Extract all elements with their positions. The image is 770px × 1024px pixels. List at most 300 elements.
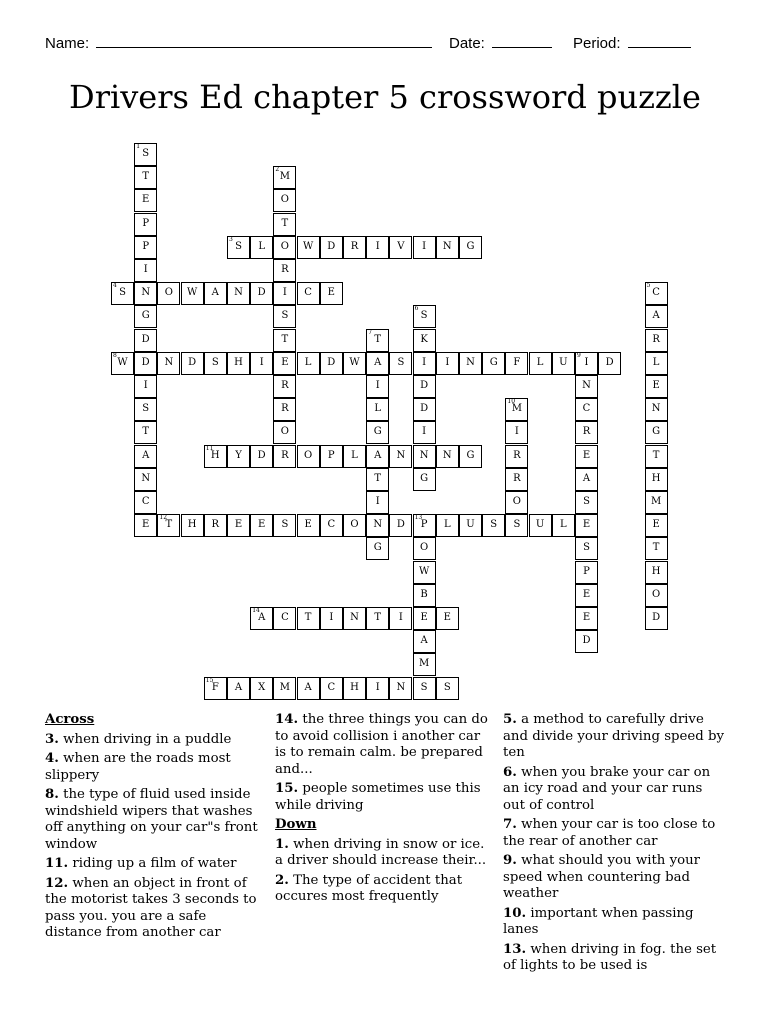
cell-letter: D bbox=[141, 333, 150, 345]
crossword-cell[interactable] bbox=[413, 653, 436, 676]
cell-letter: H bbox=[234, 356, 243, 368]
crossword-cell[interactable] bbox=[227, 445, 250, 468]
cell-letter: R bbox=[513, 472, 521, 484]
across-clue: 11. riding up a film of water bbox=[45, 856, 237, 871]
crossword-cell[interactable] bbox=[297, 282, 320, 305]
down-clue: 7. when your car is too close to the rear of another car bbox=[503, 817, 716, 849]
crossword-cell[interactable] bbox=[273, 375, 296, 398]
cell-letter: U bbox=[535, 519, 545, 531]
crossword-cell[interactable] bbox=[250, 445, 273, 468]
cell-letter: A bbox=[258, 612, 266, 623]
cell-letter: O bbox=[350, 519, 359, 531]
crossword-cell[interactable] bbox=[227, 236, 250, 259]
crossword-cell[interactable] bbox=[157, 282, 180, 305]
clue-number: 9 bbox=[577, 351, 581, 359]
crossword-cell[interactable] bbox=[575, 491, 598, 514]
crossword-cell[interactable] bbox=[413, 607, 436, 630]
crossword-cell[interactable] bbox=[389, 607, 412, 630]
crossword-cell[interactable] bbox=[343, 445, 366, 468]
crossword-cell[interactable] bbox=[436, 445, 459, 468]
crossword-cell[interactable] bbox=[366, 445, 389, 468]
crossword-cell[interactable] bbox=[575, 630, 598, 653]
cell-letter: D bbox=[652, 612, 661, 623]
crossword-cell[interactable] bbox=[273, 329, 296, 352]
period-label: Period: bbox=[573, 35, 621, 52]
crossword-cell[interactable] bbox=[273, 514, 296, 537]
cell-letter: L bbox=[536, 356, 544, 368]
cell-letter: F bbox=[211, 681, 219, 693]
cell-letter: P bbox=[327, 449, 335, 461]
crossword-cell[interactable] bbox=[575, 421, 598, 444]
crossword-cell[interactable] bbox=[366, 607, 389, 630]
crossword-cell[interactable] bbox=[459, 352, 482, 375]
crossword-cell[interactable] bbox=[343, 514, 366, 537]
clue-column-1 bbox=[45, 712, 265, 945]
crossword-cell[interactable] bbox=[505, 445, 528, 468]
crossword-cell[interactable] bbox=[645, 561, 668, 584]
cell-letter: L bbox=[374, 403, 381, 415]
crossword-cell[interactable] bbox=[366, 468, 389, 491]
crossword-cell[interactable] bbox=[343, 352, 366, 375]
crossword-cell[interactable] bbox=[297, 514, 320, 537]
crossword-cell[interactable] bbox=[413, 630, 436, 653]
cell-letter: R bbox=[281, 380, 289, 391]
cell-letter: T bbox=[374, 333, 382, 345]
cell-letter: N bbox=[141, 472, 151, 484]
cell-letter: S bbox=[420, 681, 428, 693]
crossword-cell[interactable] bbox=[645, 352, 668, 375]
crossword-cell[interactable] bbox=[645, 305, 668, 328]
cell-letter: N bbox=[396, 681, 406, 693]
crossword-cell[interactable] bbox=[273, 445, 296, 468]
cell-letter: F bbox=[513, 356, 521, 368]
cell-letter: T bbox=[304, 612, 312, 623]
crossword-cell[interactable] bbox=[134, 236, 157, 259]
crossword-cell[interactable] bbox=[111, 352, 134, 375]
cell-letter: L bbox=[304, 356, 312, 368]
crossword-cell[interactable] bbox=[505, 514, 528, 537]
crossword-cell[interactable] bbox=[227, 282, 250, 305]
cell-letter: G bbox=[373, 426, 382, 438]
crossword-cell[interactable] bbox=[297, 677, 320, 700]
crossword-cell[interactable] bbox=[134, 491, 157, 514]
cell-letter: T bbox=[281, 333, 289, 345]
crossword-cell[interactable] bbox=[389, 677, 412, 700]
crossword-cell[interactable] bbox=[645, 421, 668, 444]
cell-letter: E bbox=[281, 356, 289, 368]
cell-letter: H bbox=[187, 519, 197, 531]
crossword-cell[interactable] bbox=[366, 398, 389, 421]
cell-letter: A bbox=[304, 681, 312, 693]
crossword-cell[interactable] bbox=[598, 352, 621, 375]
clue-number: 5 bbox=[646, 282, 651, 290]
crossword-cell[interactable] bbox=[413, 421, 436, 444]
crossword-cell[interactable] bbox=[413, 468, 436, 491]
crossword-cell[interactable] bbox=[320, 677, 343, 700]
crossword-cell[interactable] bbox=[250, 352, 273, 375]
cell-letter: I bbox=[375, 380, 380, 391]
crossword-cell[interactable] bbox=[575, 537, 598, 560]
crossword-cell[interactable] bbox=[273, 607, 296, 630]
crossword-cell[interactable] bbox=[482, 514, 505, 537]
cell-letter: O bbox=[164, 287, 173, 299]
cell-letter: L bbox=[652, 356, 660, 368]
down-clue: 10. important when passing lanes bbox=[503, 905, 694, 937]
crossword-cell[interactable] bbox=[413, 375, 436, 398]
crossword-cell[interactable] bbox=[181, 282, 204, 305]
clue-number: 2 bbox=[275, 166, 280, 174]
cell-letter: R bbox=[281, 449, 289, 461]
cell-letter: N bbox=[419, 449, 429, 461]
cell-letter: R bbox=[652, 333, 660, 345]
cell-letter: A bbox=[374, 449, 382, 461]
crossword-cell[interactable] bbox=[505, 398, 528, 421]
crossword-cell[interactable] bbox=[645, 329, 668, 352]
cell-letter: R bbox=[513, 449, 521, 461]
crossword-cell[interactable] bbox=[505, 352, 528, 375]
crossword-cell[interactable] bbox=[529, 514, 552, 537]
crossword-cell[interactable] bbox=[575, 514, 598, 537]
cell-letter: N bbox=[396, 449, 406, 461]
crossword-cell[interactable] bbox=[366, 677, 389, 700]
crossword-cell[interactable] bbox=[366, 375, 389, 398]
across-clue: 14. the three things you can do to avoid collision i another car is to remain calm. be prepared and... bbox=[275, 712, 488, 777]
crossword-cell[interactable] bbox=[413, 352, 436, 375]
crossword-cell[interactable] bbox=[645, 537, 668, 560]
cell-letter: L bbox=[559, 519, 567, 531]
cell-letter: G bbox=[373, 542, 382, 554]
crossword-cell[interactable] bbox=[645, 468, 668, 491]
cell-letter: C bbox=[141, 496, 150, 507]
crossword-cell[interactable] bbox=[366, 236, 389, 259]
crossword-cell[interactable] bbox=[134, 143, 157, 166]
crossword-cell[interactable] bbox=[297, 352, 320, 375]
cell-letter: O bbox=[280, 194, 289, 206]
cell-letter: D bbox=[257, 287, 266, 299]
crossword-cell[interactable] bbox=[575, 375, 598, 398]
cell-letter: R bbox=[281, 403, 289, 415]
crossword-cell[interactable] bbox=[250, 607, 273, 630]
cell-letter: C bbox=[304, 287, 312, 299]
crossword-cell[interactable] bbox=[389, 352, 412, 375]
crossword-cell[interactable] bbox=[320, 236, 343, 259]
crossword-cell[interactable] bbox=[366, 421, 389, 444]
crossword-cell[interactable] bbox=[134, 468, 157, 491]
cell-letter: N bbox=[582, 380, 591, 391]
cell-letter: R bbox=[281, 264, 289, 275]
crossword-cell[interactable] bbox=[320, 282, 343, 305]
cell-letter: T bbox=[652, 542, 660, 554]
cell-letter: E bbox=[582, 519, 591, 531]
cell-letter: M bbox=[279, 171, 291, 183]
crossword-cell[interactable] bbox=[575, 584, 598, 607]
cell-letter: D bbox=[605, 356, 614, 368]
crossword-cell[interactable] bbox=[111, 282, 134, 305]
cell-letter: C bbox=[582, 403, 591, 415]
crossword-cell[interactable] bbox=[273, 352, 296, 375]
cell-letter: A bbox=[582, 472, 591, 484]
crossword-cell[interactable] bbox=[134, 213, 157, 236]
clue-number: 8 bbox=[113, 351, 117, 359]
cell-letter: S bbox=[490, 519, 498, 531]
crossword-cell[interactable] bbox=[134, 305, 157, 328]
crossword-cell[interactable] bbox=[645, 584, 668, 607]
crossword-cell[interactable] bbox=[273, 259, 296, 282]
page-title: Drivers Ed chapter 5 crossword puzzle bbox=[69, 78, 701, 116]
crossword-cell[interactable] bbox=[297, 607, 320, 630]
cell-letter: I bbox=[143, 380, 148, 391]
cell-letter: V bbox=[397, 240, 405, 252]
crossword-cell[interactable] bbox=[134, 514, 157, 537]
crossword-cell[interactable] bbox=[204, 677, 227, 700]
crossword-cell[interactable] bbox=[366, 537, 389, 560]
cell-letter: G bbox=[420, 472, 429, 484]
crossword-cell[interactable] bbox=[134, 189, 157, 212]
crossword-cell[interactable] bbox=[645, 514, 668, 537]
cell-letter: S bbox=[235, 240, 242, 252]
crossword-cell[interactable] bbox=[505, 421, 528, 444]
crossword-cell[interactable] bbox=[134, 398, 157, 421]
crossword-cell[interactable] bbox=[134, 259, 157, 282]
crossword-cell[interactable] bbox=[413, 236, 436, 259]
clue-column-3 bbox=[503, 712, 728, 978]
cell-letter: S bbox=[281, 310, 289, 322]
crossword-cell[interactable] bbox=[343, 607, 366, 630]
crossword-cell[interactable] bbox=[273, 189, 296, 212]
crossword-cell[interactable] bbox=[227, 514, 250, 537]
cell-letter: D bbox=[420, 403, 429, 415]
crossword-cell[interactable] bbox=[320, 445, 343, 468]
crossword-cell[interactable] bbox=[297, 445, 320, 468]
clue-number: 6 bbox=[414, 305, 419, 313]
crossword-cell[interactable] bbox=[413, 584, 436, 607]
clue-number: 15 bbox=[205, 676, 214, 684]
cell-letter: U bbox=[466, 519, 475, 531]
cell-letter: T bbox=[374, 472, 382, 484]
cell-letter: N bbox=[651, 403, 661, 415]
crossword-cell[interactable] bbox=[645, 445, 668, 468]
crossword-cell[interactable] bbox=[529, 352, 552, 375]
crossword-cell[interactable] bbox=[134, 352, 157, 375]
crossword-cell[interactable] bbox=[413, 537, 436, 560]
cell-letter: H bbox=[651, 565, 661, 577]
crossword-cell[interactable] bbox=[436, 236, 459, 259]
cell-letter: O bbox=[419, 542, 429, 554]
cell-letter: P bbox=[420, 519, 428, 531]
cell-letter: W bbox=[117, 356, 128, 368]
cell-letter: W bbox=[349, 356, 360, 368]
crossword-cell[interactable] bbox=[459, 236, 482, 259]
cell-letter: D bbox=[396, 519, 405, 531]
crossword-cell[interactable] bbox=[413, 445, 436, 468]
crossword-cell[interactable] bbox=[343, 677, 366, 700]
cell-letter: T bbox=[165, 519, 173, 531]
crossword-cell[interactable] bbox=[134, 445, 157, 468]
cell-letter: S bbox=[142, 403, 150, 415]
crossword-cell[interactable] bbox=[505, 468, 528, 491]
cell-letter: W bbox=[302, 240, 314, 252]
crossword-cell[interactable] bbox=[250, 514, 273, 537]
cell-letter: E bbox=[582, 612, 591, 623]
crossword-cell[interactable] bbox=[181, 514, 204, 537]
cell-letter: A bbox=[234, 681, 243, 693]
crossword-cell[interactable] bbox=[436, 677, 459, 700]
cell-letter: P bbox=[142, 217, 150, 229]
cell-letter: I bbox=[375, 240, 380, 252]
crossword-cell[interactable] bbox=[645, 398, 668, 421]
cell-letter: G bbox=[489, 356, 498, 368]
cell-letter: C bbox=[327, 519, 336, 531]
cell-letter: O bbox=[651, 588, 661, 600]
crossword-cell[interactable] bbox=[134, 166, 157, 189]
cell-letter: N bbox=[234, 287, 243, 299]
crossword-cell[interactable] bbox=[366, 514, 389, 537]
crossword-cell[interactable] bbox=[552, 352, 575, 375]
crossword-cell[interactable] bbox=[459, 445, 482, 468]
crossword-cell[interactable] bbox=[575, 468, 598, 491]
cell-letter: I bbox=[514, 426, 519, 438]
crossword-cell[interactable] bbox=[227, 677, 250, 700]
cell-letter: S bbox=[583, 542, 590, 554]
crossword-cell[interactable] bbox=[273, 677, 296, 700]
crossword-cell[interactable] bbox=[320, 352, 343, 375]
crossword-cell[interactable] bbox=[413, 561, 436, 584]
cell-letter: P bbox=[583, 565, 590, 577]
crossword-cell[interactable] bbox=[459, 514, 482, 537]
down-clue: 9. what should you with your speed when countering bad weather bbox=[503, 853, 701, 901]
crossword-cell[interactable] bbox=[413, 329, 436, 352]
name-label: Name: bbox=[45, 35, 90, 52]
crossword-cell[interactable] bbox=[413, 677, 436, 700]
cell-letter: P bbox=[142, 240, 150, 252]
crossword-cell[interactable] bbox=[204, 282, 227, 305]
cell-letter: I bbox=[375, 496, 380, 507]
crossword-cell[interactable] bbox=[204, 352, 227, 375]
crossword-cell[interactable] bbox=[505, 491, 528, 514]
crossword-cell[interactable] bbox=[134, 329, 157, 352]
cell-letter: T bbox=[142, 171, 150, 183]
crossword-cell[interactable] bbox=[250, 677, 273, 700]
crossword-cell[interactable] bbox=[413, 305, 436, 328]
crossword-cell[interactable] bbox=[320, 514, 343, 537]
crossword-cell[interactable] bbox=[343, 236, 366, 259]
crossword-cell[interactable] bbox=[181, 352, 204, 375]
crossword-cell[interactable] bbox=[157, 514, 180, 537]
crossword-cell[interactable] bbox=[204, 445, 227, 468]
cell-letter: D bbox=[257, 449, 266, 461]
crossword-cell[interactable] bbox=[389, 445, 412, 468]
cell-letter: D bbox=[327, 240, 336, 252]
cell-letter: R bbox=[350, 240, 359, 252]
across-clue: 3. when driving in a puddle bbox=[45, 731, 232, 747]
cell-letter: T bbox=[652, 449, 660, 461]
crossword-cell[interactable] bbox=[273, 398, 296, 421]
crossword-cell[interactable] bbox=[645, 607, 668, 630]
cell-letter: A bbox=[652, 310, 660, 322]
crossword-cell[interactable] bbox=[273, 166, 296, 189]
crossword-cell[interactable] bbox=[575, 352, 598, 375]
crossword-cell[interactable] bbox=[413, 398, 436, 421]
cell-letter: N bbox=[466, 356, 475, 368]
cell-letter: D bbox=[420, 380, 429, 391]
crossword-cell[interactable] bbox=[273, 282, 296, 305]
crossword-cell[interactable] bbox=[575, 607, 598, 630]
cell-letter: T bbox=[142, 426, 150, 438]
cell-letter: H bbox=[210, 449, 220, 461]
cell-letter: E bbox=[652, 380, 660, 391]
crossword-cell[interactable] bbox=[134, 421, 157, 444]
crossword-cell[interactable] bbox=[366, 352, 389, 375]
cell-letter: E bbox=[582, 588, 591, 600]
crossword-cell[interactable] bbox=[413, 514, 436, 537]
cell-letter: L bbox=[443, 519, 451, 531]
crossword-cell[interactable] bbox=[575, 561, 598, 584]
across-clue: 15. people sometimes use this while driving bbox=[275, 781, 481, 813]
crossword-cell[interactable] bbox=[575, 445, 598, 468]
clue-number: 7 bbox=[368, 328, 373, 336]
cell-letter: N bbox=[164, 356, 174, 368]
crossword-cell[interactable] bbox=[204, 514, 227, 537]
crossword-cell[interactable] bbox=[366, 329, 389, 352]
crossword-cell[interactable] bbox=[645, 282, 668, 305]
clue-number: 14 bbox=[252, 607, 260, 614]
crossword-cell[interactable] bbox=[157, 352, 180, 375]
crossword-cell[interactable] bbox=[436, 607, 459, 630]
cell-letter: H bbox=[651, 472, 661, 484]
crossword-cell[interactable] bbox=[273, 236, 296, 259]
cell-letter: S bbox=[583, 496, 590, 507]
crossword-cell[interactable] bbox=[250, 282, 273, 305]
cell-letter: I bbox=[143, 264, 148, 275]
cell-letter: M bbox=[418, 658, 430, 670]
date-label: Date: bbox=[449, 35, 485, 52]
crossword-cell[interactable] bbox=[320, 607, 343, 630]
cell-letter: A bbox=[374, 356, 382, 368]
crossword-cell[interactable] bbox=[134, 282, 157, 305]
cell-letter: S bbox=[420, 310, 428, 322]
cell-letter: E bbox=[582, 449, 591, 461]
crossword-cell[interactable] bbox=[389, 514, 412, 537]
crossword-cell[interactable] bbox=[273, 213, 296, 236]
crossword-cell[interactable] bbox=[273, 421, 296, 444]
cell-letter: S bbox=[513, 519, 521, 531]
crossword-cell[interactable] bbox=[575, 398, 598, 421]
crossword-cell[interactable] bbox=[250, 236, 273, 259]
crossword-cell[interactable] bbox=[227, 352, 250, 375]
crossword-cell[interactable] bbox=[297, 236, 320, 259]
cell-letter: G bbox=[466, 449, 475, 461]
cell-letter: I bbox=[422, 356, 427, 368]
down-clue: 1. when driving in snow or ice. a driver should increase their... bbox=[275, 836, 487, 868]
crossword-cell[interactable] bbox=[645, 375, 668, 398]
crossword-cell[interactable] bbox=[436, 514, 459, 537]
crossword-cell[interactable] bbox=[436, 352, 459, 375]
cell-letter: D bbox=[582, 635, 591, 647]
crossword-cell[interactable] bbox=[273, 305, 296, 328]
cell-letter: E bbox=[443, 612, 451, 623]
clue-number: 11 bbox=[205, 444, 214, 452]
crossword-cell[interactable] bbox=[482, 352, 505, 375]
cell-letter: I bbox=[329, 612, 334, 623]
cell-letter: G bbox=[141, 310, 150, 322]
crossword-cell[interactable] bbox=[389, 236, 412, 259]
crossword-cell[interactable] bbox=[366, 491, 389, 514]
cell-letter: E bbox=[142, 519, 150, 531]
clue-number: 1 bbox=[136, 143, 141, 150]
crossword-cell[interactable] bbox=[645, 491, 668, 514]
crossword-cell[interactable] bbox=[134, 375, 157, 398]
crossword-cell[interactable] bbox=[552, 514, 575, 537]
